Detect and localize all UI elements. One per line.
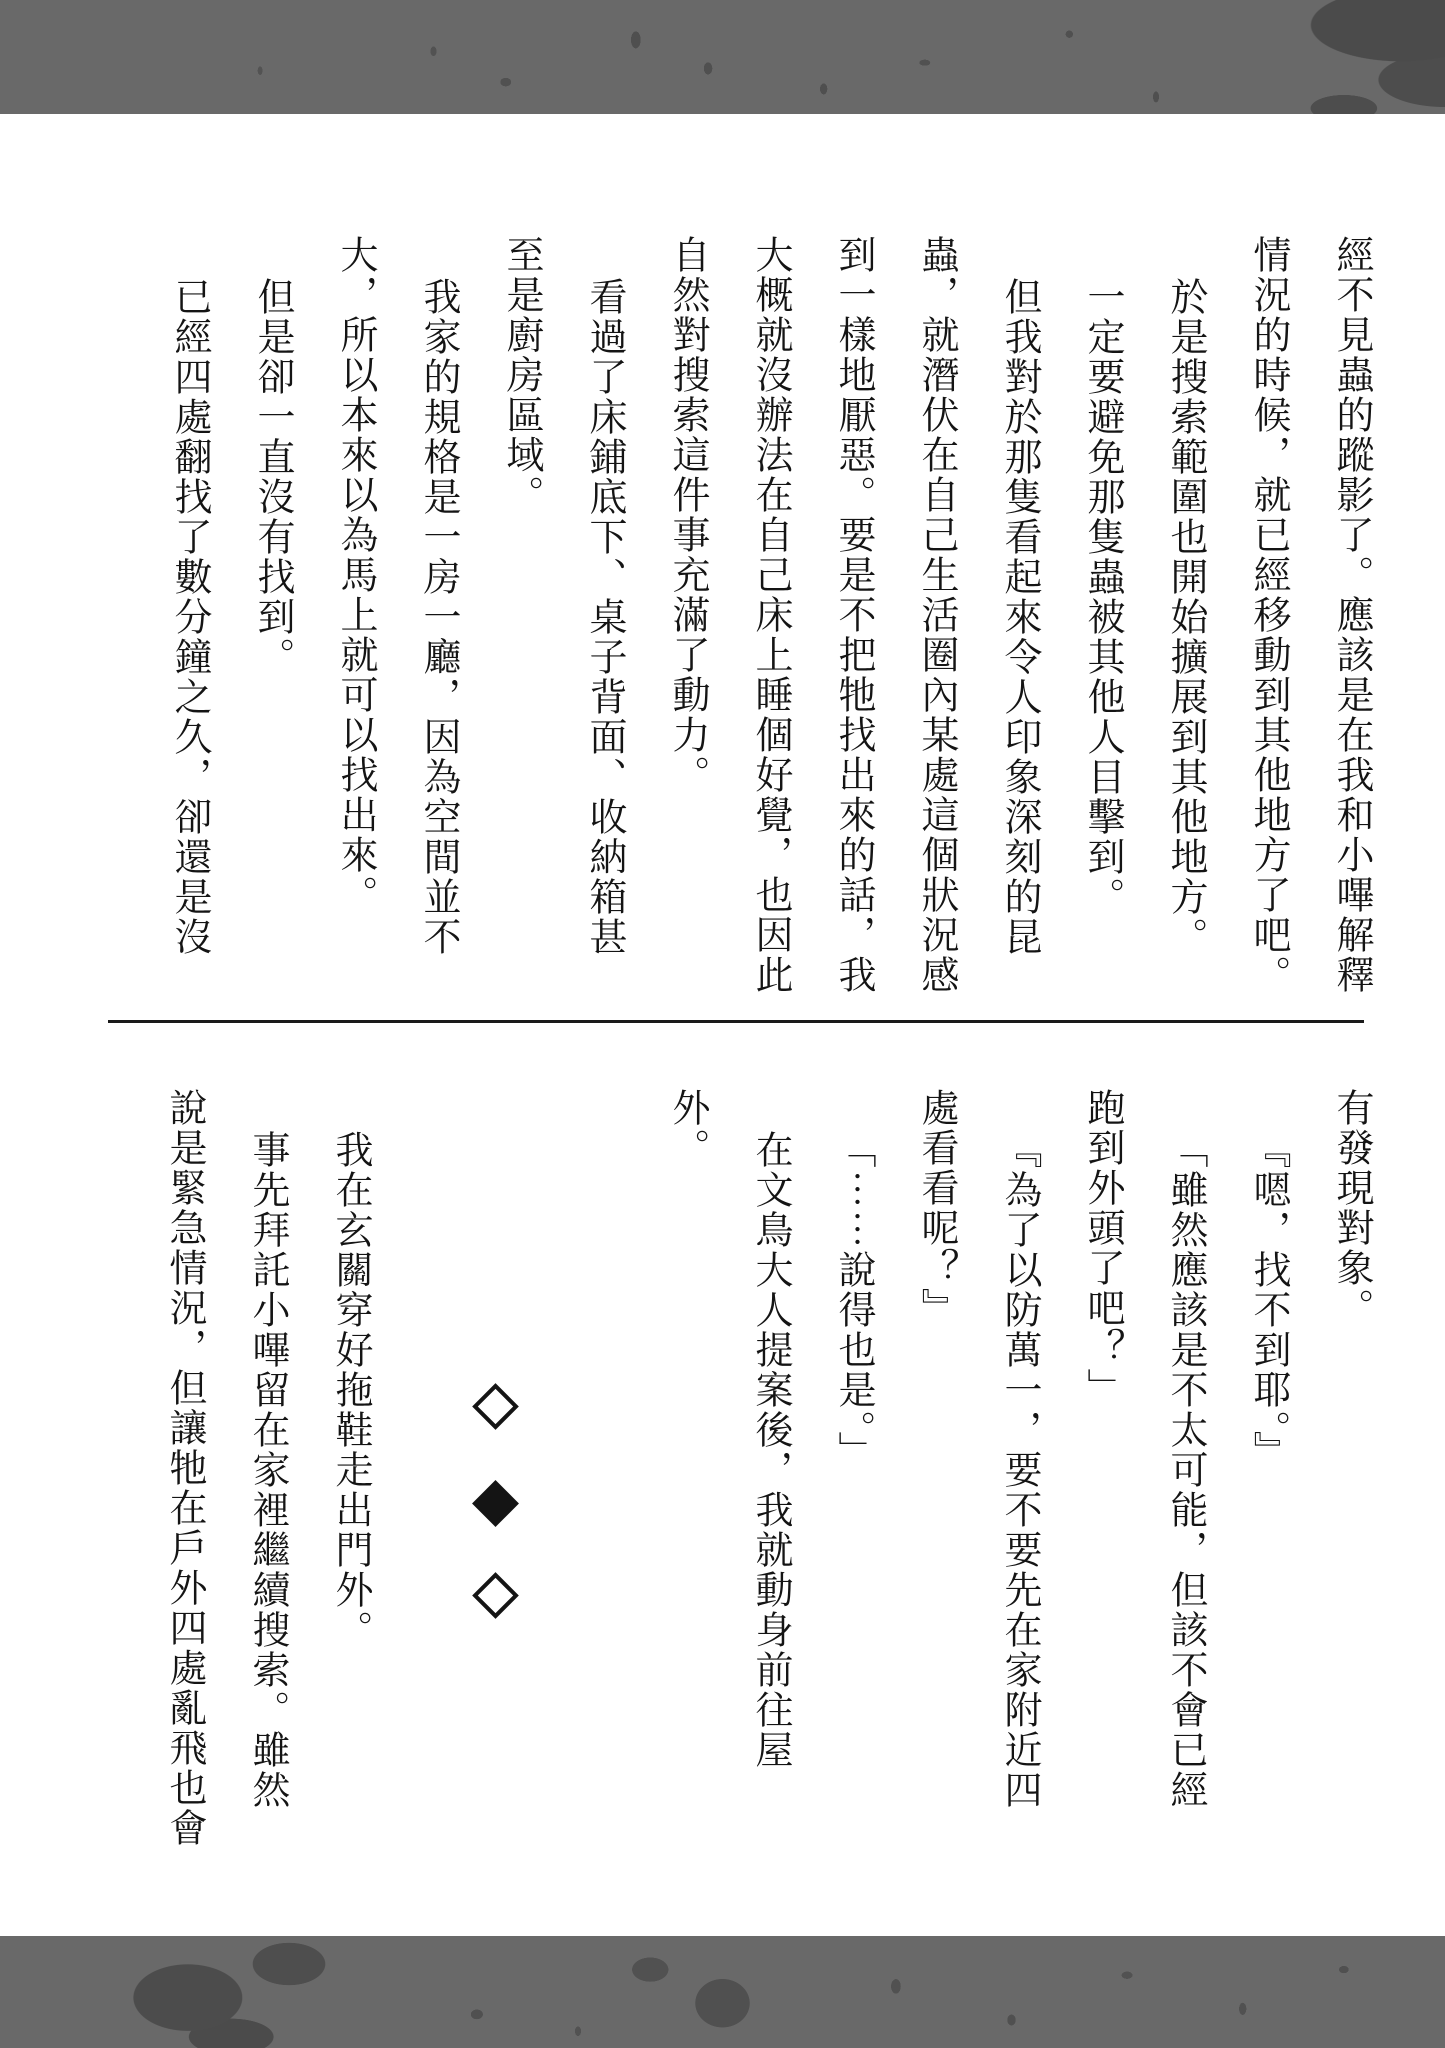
top-grunge-band [0, 0, 1445, 114]
text-column: 經不見蟲的蹤影了。應該是在我和小嗶解釋 [1330, 235, 1372, 995]
text-column: 「雖然應該是不太可能，但該不會已經 [1164, 1130, 1206, 1810]
bottom-grunge-band [0, 1936, 1445, 2048]
text-column: 到一樣地厭惡。要是不把牠找出來的話，我 [832, 235, 874, 995]
text-column: 大，所以本來以為馬上就可以找出來。 [334, 235, 376, 915]
text-column: 蟲，就潛伏在自己生活圈內某處這個狀況感 [915, 235, 957, 995]
text-column: 至是廚房區域。 [500, 235, 542, 515]
text-column: 一定要避免那隻蟲被其他人目擊到。 [1081, 277, 1123, 917]
text-column: 自然對搜索這件事充滿了動力。 [666, 235, 708, 795]
text-column: 說是緊急情況，但讓牠在戶外四處亂飛也會 [163, 1088, 205, 1848]
text-column: 跑到外頭了吧？」 [1081, 1088, 1123, 1408]
text-column: 大概就沒辦法在自己床上睡個好覺，也因此 [749, 235, 791, 995]
text-column: 『嗯，找不到耶。』 [1247, 1130, 1289, 1471]
text-column: 有發現對象。 [1330, 1088, 1372, 1328]
text-column: 於是搜索範圍也開始擴展到其他地方。 [1164, 277, 1206, 957]
text-column: 我在玄關穿好拖鞋走出門外。 [329, 1130, 371, 1650]
diamond-outline-icon [472, 1572, 519, 1619]
text-column: 情況的時候，就已經移動到其他地方了吧。 [1247, 235, 1289, 995]
text-column: 『為了以防萬一，要不要先在家附近四 [998, 1130, 1040, 1810]
text-column: 但我對於那隻看起來令人印象深刻的昆 [998, 277, 1040, 957]
text-column: 但是卻一直沒有找到。 [251, 277, 293, 677]
section-divider-rule [108, 1020, 1364, 1023]
text-block-top [147, 235, 1392, 1000]
diamond-outline-icon [472, 1383, 519, 1430]
text-column: 已經四處翻找了數分鐘之久，卻還是沒 [168, 277, 210, 957]
scene-break-separator [454, 1088, 537, 1893]
text-column: 在文鳥大人提案後，我就動身前往屋 [749, 1130, 791, 1770]
text-column: 看過了床鋪底下、桌子背面、收納箱甚 [583, 277, 625, 957]
text-column: 事先拜託小嗶留在家裡繼續搜索。雖然 [246, 1130, 288, 1810]
text-column: 「⋯⋯說得也是。」 [832, 1130, 874, 1471]
text-block-bottom [142, 1088, 1392, 1893]
text-column: 我家的規格是一房一廳，因為空間並不 [417, 277, 459, 957]
text-column: 處看看呢？』 [915, 1088, 957, 1328]
text-column: 外。 [666, 1088, 708, 1168]
diamond-filled-icon [472, 1480, 519, 1527]
